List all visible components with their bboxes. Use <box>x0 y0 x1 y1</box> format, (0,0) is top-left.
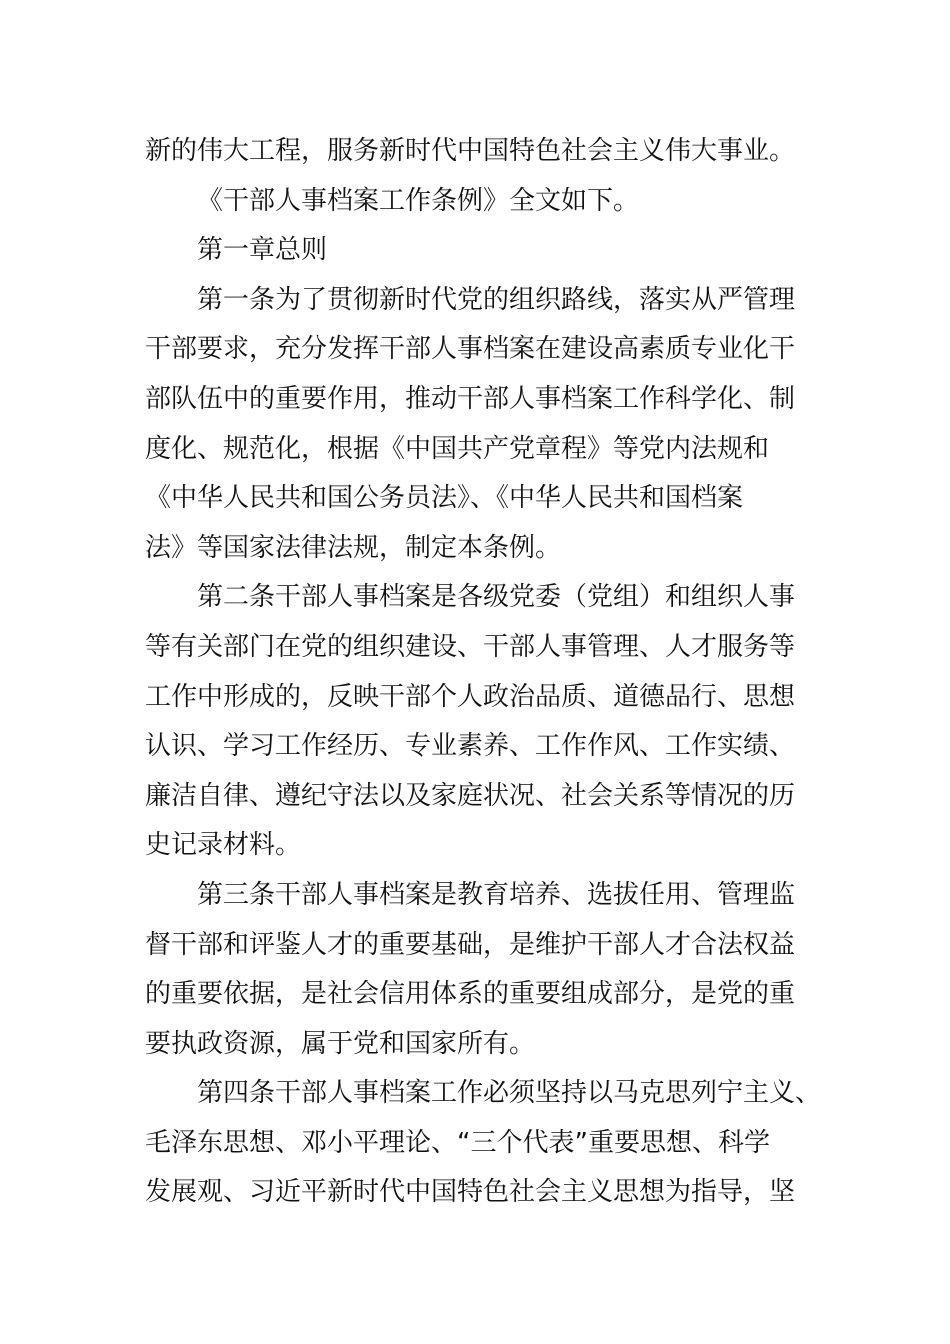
text-line-15: 史记录材料。 <box>145 830 302 861</box>
text-line-22: 发展观、习近平新时代中国特色社会主义思想为指导，坚 <box>145 1177 796 1208</box>
text-line-1: 新的伟大工程，服务新时代中国特色社会主义伟大事业。 <box>145 136 796 166</box>
text-line-20: 第四条干部人事档案工作必须坚持以马克思列宁主义、 <box>197 1078 822 1109</box>
text-line-7: 度化、规范化，根据《中国共产党章程》等党内法规和 <box>145 433 770 464</box>
text-line-13: 认识、学习工作经历、专业素养、工作作风、工作实绩、 <box>145 731 796 762</box>
text-line-3: 第一章总则 <box>197 235 328 266</box>
document-body <box>145 127 822 1218</box>
text-line-9: 法》等国家法律法规，制定本条例。 <box>145 532 562 563</box>
text-line-11: 等有关部门在党的组织建设、干部人事管理、人才服务等 <box>145 631 796 662</box>
text-line-10: 第二条干部人事档案是各级党委（党组）和组织人事 <box>197 582 796 613</box>
text-line-12: 工作中形成的，反映干部个人政治品质、道德品行、思想 <box>145 681 796 712</box>
text-line-14: 廉洁自律、遵纪守法以及家庭状况、社会关系等情况的历 <box>145 780 796 811</box>
text-line-16: 第三条干部人事档案是教育培养、选拔任用、管理监 <box>197 879 796 910</box>
text-line-18: 的重要依据，是社会信用体系的重要组成部分，是党的重 <box>145 979 796 1010</box>
text-line-4: 第一条为了贯彻新时代党的组织路线，落实从严管理 <box>197 284 796 315</box>
text-line-2: 《干部人事档案工作条例》全文如下。 <box>197 185 640 216</box>
text-line-19: 要执政资源，属于党和国家所有。 <box>145 1028 536 1059</box>
text-line-8: 《中华人民共和国公务员法》、《中华人民共和国档案 <box>145 483 744 514</box>
text-line-21: 毛泽东思想、邓小平理论、“三个代表”重要思想、科学 <box>145 1127 770 1158</box>
text-line-17: 督干部和评鉴人才的重要基础，是维护干部人才合法权益 <box>145 929 796 960</box>
text-line-5: 干部要求，充分发挥干部人事档案在建设高素质专业化干 <box>145 334 796 365</box>
text-line-6: 部队伍中的重要作用，推动干部人事档案工作科学化、制 <box>145 383 796 414</box>
